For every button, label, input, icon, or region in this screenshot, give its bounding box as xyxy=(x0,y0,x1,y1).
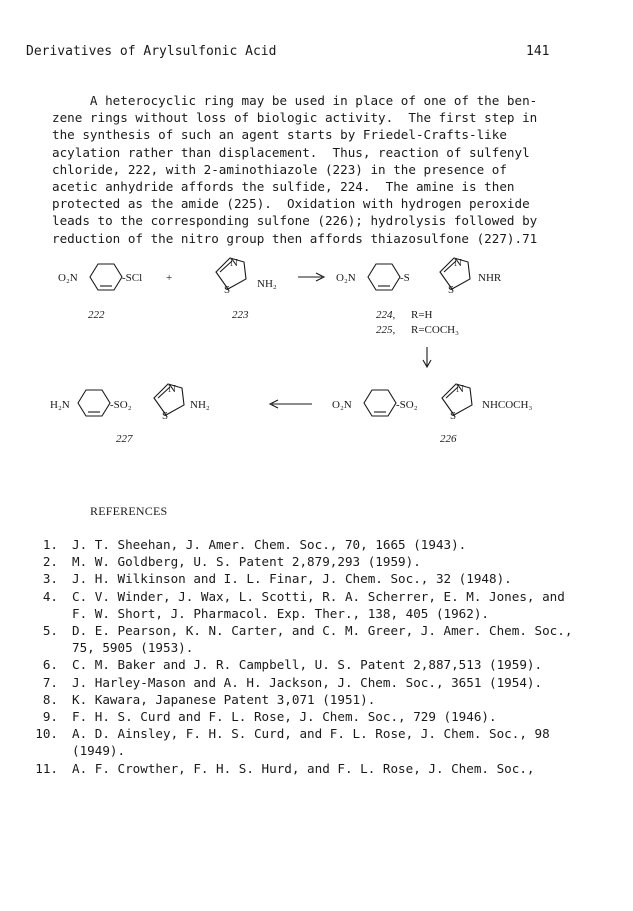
thiazole-n-227: N xyxy=(168,383,176,395)
reference-number: 3. xyxy=(42,571,58,587)
plus-sign: + xyxy=(166,272,173,284)
reference-item xyxy=(34,536,574,553)
references-heading: REFERENCES xyxy=(90,504,168,518)
paragraph-line: protected as the amide (225). Oxidation with hydrogen peroxide xyxy=(52,196,530,212)
page-number: 141 xyxy=(526,44,550,59)
nhr-group-224: NHR xyxy=(478,272,502,284)
reference-text: J. T. Sheehan, J. Amer. Chem. Soc., 70, 1665 (1943). xyxy=(72,537,467,552)
paragraph-line: A heterocyclic ring may be used in place of one of the ben- xyxy=(52,93,538,108)
reference-text: C. M. Baker and J. R. Campbell, U. S. Patent 2,887,513 (1959). xyxy=(72,657,543,673)
compound-label-222: 222 xyxy=(88,309,105,321)
amino-group-223: NH₂ xyxy=(257,278,277,290)
nitro-group-222: O₂N xyxy=(58,272,78,284)
thiazole-amino-227: NH₂ xyxy=(190,399,210,411)
amino-group-227: H₂N xyxy=(50,399,70,411)
paragraph-line: the synthesis of such an agent starts by Friedel-Crafts-like xyxy=(52,127,507,143)
substituent-224: R=H xyxy=(411,309,433,321)
references-list xyxy=(34,536,581,777)
reference-item xyxy=(34,691,574,708)
reference-number: 10. xyxy=(35,726,58,742)
compound-label-225: 225, xyxy=(376,324,396,336)
nitro-group-224: O₂N xyxy=(336,272,356,284)
reference-item xyxy=(34,725,574,759)
paragraph-line: leads to the corresponding sulfone (226); hydrolysis followed by xyxy=(52,213,538,229)
reference-item xyxy=(34,760,574,777)
body-paragraph xyxy=(52,92,552,247)
sulfide-link-224: -S xyxy=(400,272,410,284)
paragraph-line: zene rings without loss of biologic activity. The first step in xyxy=(52,110,538,126)
compound-label-227: 227 xyxy=(116,433,133,445)
thiazole-n-223: N xyxy=(230,257,238,269)
paragraph-line: reduction of the nitro group then affords thiazosulfone (227).71 xyxy=(52,230,538,246)
reference-number: 8. xyxy=(42,691,58,707)
thiazole-s-223: S xyxy=(224,284,231,296)
nitro-group-226: O₂N xyxy=(332,399,352,411)
thiazole-n-226: N xyxy=(456,383,464,395)
paragraph-line: acylation rather than displacement. Thus, reaction of sulfenyl xyxy=(52,144,530,160)
sulfonyl-link-227: -SO₂ xyxy=(110,399,132,411)
reaction-scheme xyxy=(0,238,633,453)
reference-number: 2. xyxy=(42,554,58,570)
thiazole-s-227: S xyxy=(162,410,169,422)
reference-text: A. D. Ainsley, F. H. S. Curd, and F. L. Rose, J. Chem. Soc., 98 (1949). xyxy=(72,726,558,759)
thiazole-s-226: S xyxy=(450,410,457,422)
reference-text: D. E. Pearson, K. N. Carter, and C. M. Greer, J. Amer. Chem. Soc., 75, 5905 (1953). xyxy=(72,623,581,656)
sulfonyl-link-226: -SO₂ xyxy=(396,399,418,411)
reference-text: K. Kawara, Japanese Patent 3,071 (1951). xyxy=(72,691,376,707)
running-header-title: Derivatives of Arylsulfonic Acid xyxy=(26,44,277,59)
paragraph-line: acetic anhydride affords the sulfide, 224. The amine is then xyxy=(52,179,515,195)
compound-label-226: 226 xyxy=(440,433,457,445)
reference-item xyxy=(34,656,574,673)
reference-text: C. V. Winder, J. Wax, L. Scotti, R. A. Scherrer, E. M. Jones, and F. W. Short, J. Pharmacol. Exp. Ther., 138, 405 (1962). xyxy=(72,588,573,621)
reference-number: 1. xyxy=(42,537,58,552)
reference-number: 9. xyxy=(42,709,58,725)
thiazole-s-224: S xyxy=(448,284,455,296)
acetamido-group-226: NHCOCH₃ xyxy=(482,399,533,411)
reference-text: J. H. Wilkinson and I. L. Finar, J. Chem. Soc., 32 (1948). xyxy=(72,571,512,587)
reference-text: A. F. Crowther, F. H. S. Hurd, and F. L. Rose, J. Chem. Soc., xyxy=(72,760,535,776)
reference-text: J. Harley-Mason and A. H. Jackson, J. Chem. Soc., 3651 (1954). xyxy=(72,674,543,690)
compound-label-224: 224, xyxy=(376,309,396,321)
reference-item xyxy=(34,588,574,622)
thiazole-n-224: N xyxy=(454,257,462,269)
reference-number: 6. xyxy=(42,657,58,673)
reference-item xyxy=(34,570,574,587)
reference-number: 11. xyxy=(35,760,58,776)
reference-item xyxy=(34,622,581,656)
reference-text: M. W. Goldberg, U. S. Patent 2,879,293 (1959). xyxy=(72,554,421,570)
sulfenyl-chloride-group: -SCl xyxy=(122,272,143,284)
reference-item xyxy=(34,708,574,725)
reference-number: 5. xyxy=(42,623,58,639)
reference-item xyxy=(34,674,574,691)
reference-text: F. H. S. Curd and F. L. Rose, J. Chem. Soc., 729 (1946). xyxy=(72,709,497,725)
reference-number: 4. xyxy=(42,588,58,604)
compound-label-223: 223 xyxy=(232,309,249,321)
substituent-225: R=COCH₃ xyxy=(411,324,459,336)
reference-item xyxy=(34,553,574,570)
reference-number: 7. xyxy=(42,674,58,690)
paragraph-line: chloride, 222, with 2-aminothiazole (223) in the presence of xyxy=(52,161,507,177)
